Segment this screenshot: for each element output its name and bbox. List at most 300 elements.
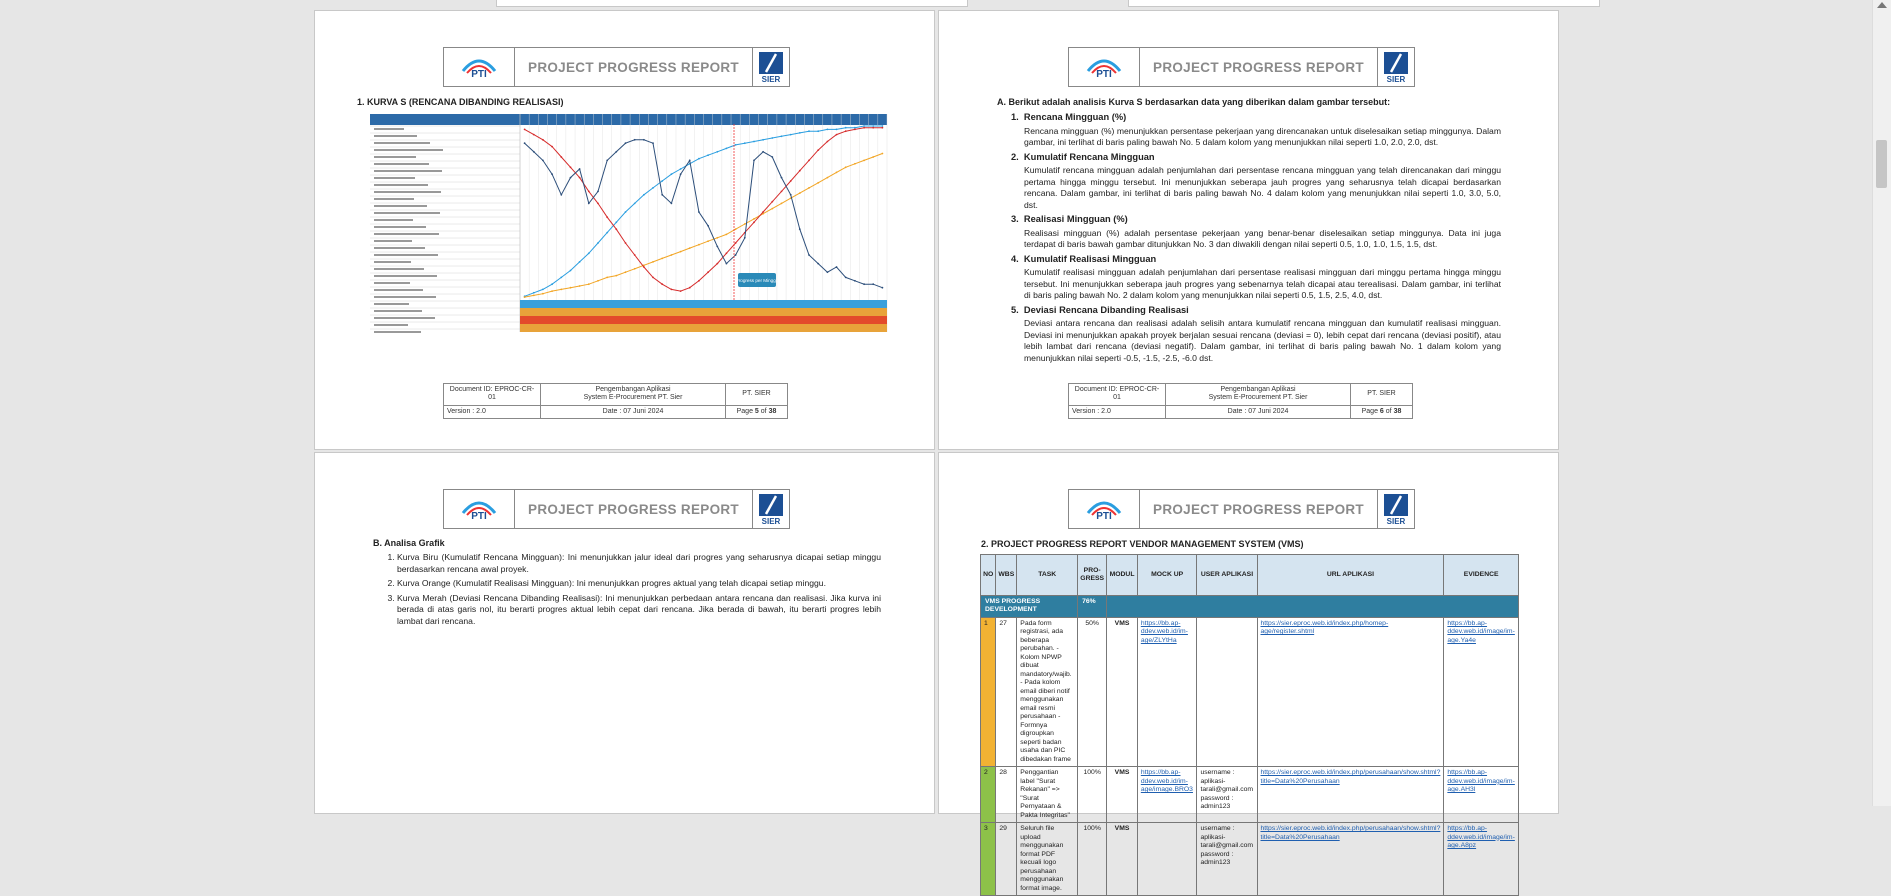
scroll-up-arrow[interactable] bbox=[1877, 2, 1887, 8]
series-point bbox=[863, 283, 865, 285]
cell-evidence bbox=[1444, 767, 1519, 823]
col-evidence: EVIDENCE bbox=[1444, 555, 1519, 596]
series-point bbox=[671, 254, 673, 256]
series-point bbox=[625, 271, 627, 273]
task-row-text bbox=[374, 233, 439, 235]
series-point bbox=[698, 244, 700, 246]
series-point bbox=[836, 129, 838, 131]
task-row-text bbox=[374, 135, 417, 137]
footer-app: Pengembangan Aplikasi System E-Procurement PT. Sier bbox=[1166, 384, 1351, 406]
table-row bbox=[981, 617, 1519, 766]
series-point bbox=[808, 130, 810, 132]
pti-logo bbox=[1069, 48, 1140, 86]
series-point bbox=[698, 211, 700, 213]
series-point bbox=[872, 125, 874, 127]
series-point bbox=[808, 187, 810, 189]
series-point bbox=[680, 290, 682, 292]
analysis-list bbox=[1011, 109, 1501, 367]
series-point bbox=[799, 132, 801, 134]
cell-modul: VMS bbox=[1107, 767, 1138, 823]
task-row-text bbox=[374, 226, 426, 228]
series-point bbox=[606, 277, 608, 279]
svg-text:PTI: PTI bbox=[471, 511, 487, 522]
series-point bbox=[533, 292, 535, 294]
series-point bbox=[643, 194, 645, 196]
series-point bbox=[533, 134, 535, 136]
cell-wbs: 28 bbox=[996, 767, 1017, 823]
cell-mockup bbox=[1137, 767, 1197, 823]
cell-url bbox=[1257, 823, 1444, 896]
series-point bbox=[753, 221, 755, 223]
series-point bbox=[744, 237, 746, 239]
series-point bbox=[588, 283, 590, 285]
series-point bbox=[524, 129, 526, 131]
series-point bbox=[579, 177, 581, 179]
cell-user bbox=[1197, 617, 1257, 766]
chart-header-band bbox=[370, 114, 887, 125]
footer-page: Page 5 of 38 bbox=[726, 405, 788, 418]
evidence-link[interactable]: https://bb.ap-ddev.web.id/image/im-age.AH3l bbox=[1447, 769, 1515, 794]
cell-wbs: 29 bbox=[996, 823, 1017, 896]
task-row-text bbox=[374, 331, 421, 333]
series-point bbox=[790, 194, 792, 196]
pti-logo bbox=[1069, 490, 1140, 528]
header-title: PROJECT PROGRESS REPORT bbox=[528, 59, 739, 75]
series-point bbox=[652, 142, 654, 144]
series-point bbox=[845, 277, 847, 279]
task-row-text bbox=[374, 170, 442, 172]
series-point bbox=[524, 296, 526, 298]
series-point bbox=[845, 127, 847, 129]
cell-url bbox=[1257, 617, 1444, 766]
graph-analysis-item: 3. Kurva Merah (Deviasi Rencana Dibanding Realisasi): Ini menunjukkan perbedaan antara rencana dan realisasi. Jika kurva ini berada di atas garis nol, itu berarti progres aktual lebih cepat dari rencana. Jika berada di bawah, itu berarti progres lebih lambat dari rencana. bbox=[397, 593, 881, 628]
series-point bbox=[808, 160, 810, 162]
footer-company: PT. SIER bbox=[726, 384, 788, 406]
series-point bbox=[771, 156, 773, 158]
series-point bbox=[781, 191, 783, 193]
series-point bbox=[560, 194, 562, 196]
report-footer bbox=[1068, 383, 1413, 419]
series-point bbox=[597, 203, 599, 205]
cell-url bbox=[1257, 767, 1444, 823]
cell-modul: VMS bbox=[1107, 823, 1138, 896]
section-title: 2. PROJECT PROGRESS REPORT VENDOR MANAGEMENT SYSTEM (VMS) bbox=[981, 539, 1304, 549]
series-point bbox=[845, 130, 847, 132]
series-point bbox=[707, 154, 709, 156]
series-point bbox=[863, 160, 865, 162]
series-point bbox=[625, 242, 627, 244]
task-row-text bbox=[374, 212, 440, 214]
series-point bbox=[799, 228, 801, 230]
series-point bbox=[615, 228, 617, 230]
series-point bbox=[606, 160, 608, 162]
series-point bbox=[661, 180, 663, 182]
series-point bbox=[716, 263, 718, 265]
evidence-link[interactable]: https://bb.ap-ddev.web.id/image/im-age.Ya4e bbox=[1447, 619, 1515, 644]
url-link[interactable]: https://sier.eproc.web.id/index.php/perusahaan/show.shtml?title=Data%20Perusahaan bbox=[1260, 769, 1441, 785]
svg-text:Progress per Minggu: Progress per Minggu bbox=[735, 278, 779, 283]
footer-version: Version : 2.0 bbox=[444, 405, 541, 418]
cell-evidence bbox=[1444, 617, 1519, 766]
task-row-text bbox=[374, 254, 438, 256]
task-row-text bbox=[374, 128, 404, 130]
summary-band-red bbox=[520, 316, 887, 324]
series-point bbox=[854, 280, 856, 282]
pti-logo bbox=[444, 48, 515, 86]
section-title: 1. KURVA S (RENCANA DIBANDING REALISASI) bbox=[357, 97, 564, 107]
series-point bbox=[542, 289, 544, 291]
group-progress: 76% bbox=[1078, 596, 1107, 618]
series-point bbox=[689, 160, 691, 162]
task-row-text bbox=[374, 191, 441, 193]
vertical-scrollbar[interactable] bbox=[1872, 0, 1891, 806]
series-point bbox=[882, 153, 884, 155]
graph-analysis-item: 1. Kurva Biru (Kumulatif Rencana Mingguan): Ini menunjukkan jalur ideal dari progres yang seharusnya dicapai setiap minggu berdasarkan rencana awal proyek. bbox=[397, 552, 881, 575]
series-point bbox=[735, 242, 737, 244]
footer-doc-id: Document ID: EPROC-CR-01 bbox=[444, 384, 541, 406]
series-point bbox=[634, 254, 636, 256]
task-row-text bbox=[374, 142, 430, 144]
url-link[interactable]: https://sier.eproc.web.id/index.php/perusahaan/show.shtml?title=Data%20Perusahaan bbox=[1260, 825, 1441, 841]
series-point bbox=[588, 252, 590, 254]
series-point bbox=[597, 280, 599, 282]
series-point bbox=[817, 182, 819, 184]
series-point bbox=[680, 173, 682, 175]
series-point bbox=[542, 139, 544, 141]
task-row-text bbox=[374, 296, 436, 298]
col-user: USER APLIKASI bbox=[1197, 555, 1257, 596]
cell-mockup bbox=[1137, 617, 1197, 766]
series-point bbox=[799, 192, 801, 194]
report-header bbox=[443, 489, 790, 529]
col-url: URL APLIKASI bbox=[1257, 555, 1444, 596]
cell-progress: 50% bbox=[1078, 617, 1107, 766]
page-8 bbox=[938, 452, 1559, 892]
series-point bbox=[680, 251, 682, 253]
series-point bbox=[854, 129, 856, 131]
cell-progress: 100% bbox=[1078, 767, 1107, 823]
col-modul: MODUL bbox=[1107, 555, 1138, 596]
series-point bbox=[726, 252, 728, 254]
report-footer bbox=[443, 383, 788, 419]
series-point bbox=[661, 283, 663, 285]
series-point bbox=[597, 242, 599, 244]
cell-no: 1 bbox=[981, 617, 996, 766]
task-row-text bbox=[374, 205, 427, 207]
series-point bbox=[570, 166, 572, 168]
series-point bbox=[533, 295, 535, 297]
series-point bbox=[524, 142, 526, 144]
series-point bbox=[570, 177, 572, 179]
series-point bbox=[625, 142, 627, 144]
analysis-item: 2. Kumulatif Rencana Mingguan Kumulatif rencana mingguan adalah penjumlahan dari persentase rencana mingguan yang telah direncanakan dari minggu pertama hingga minggu tersebut. Ini menunjukkan seberapa jauh progres yang seharusnya telah dicapai berdasarkan rencana. Dalam gambar, ini terlihat di baris paling bawah No. 4 dalam kolom yang menunjukkan nilai seperti 1.0, 3.0, 5.0, dst. bbox=[1011, 151, 1501, 210]
series-point bbox=[588, 191, 590, 193]
series-point bbox=[827, 129, 829, 131]
series-point bbox=[882, 287, 884, 289]
task-row-text bbox=[374, 310, 422, 312]
section-title: A. Berikut adalah analisis Kurva S berdasarkan data yang diberikan dalam gambar tersebut: bbox=[997, 97, 1391, 107]
col-wbs: WBS bbox=[996, 555, 1017, 596]
task-row-text bbox=[374, 324, 408, 326]
series-point bbox=[533, 151, 535, 153]
series-point bbox=[882, 125, 884, 127]
summary-band-blue bbox=[520, 300, 887, 308]
task-row-text bbox=[374, 219, 413, 221]
footer-page: Page 6 of 38 bbox=[1351, 405, 1413, 418]
table-row bbox=[981, 767, 1519, 823]
svg-text:SIER: SIER bbox=[761, 517, 781, 526]
series-point bbox=[781, 135, 783, 137]
page-6 bbox=[938, 10, 1559, 450]
page-7 bbox=[314, 452, 935, 814]
series-point bbox=[882, 127, 884, 129]
task-row-text bbox=[374, 268, 424, 270]
series-point bbox=[579, 168, 581, 170]
cell-evidence bbox=[1444, 823, 1519, 896]
task-row-text bbox=[374, 149, 443, 151]
series-point bbox=[836, 266, 838, 268]
section-title: B. Analisa Grafik bbox=[373, 538, 445, 548]
kurva-s-chart bbox=[370, 114, 887, 332]
task-row-text bbox=[374, 177, 415, 179]
series-point bbox=[588, 203, 590, 205]
series-point bbox=[643, 266, 645, 268]
series-point bbox=[551, 290, 553, 292]
series-point bbox=[671, 289, 673, 291]
series-point bbox=[707, 240, 709, 242]
series-point bbox=[817, 130, 819, 132]
svg-text:SIER: SIER bbox=[1386, 517, 1406, 526]
series-point bbox=[735, 144, 737, 146]
task-row-text bbox=[374, 247, 425, 249]
series-point bbox=[570, 287, 572, 289]
series-point bbox=[634, 268, 636, 270]
series-point bbox=[854, 127, 856, 129]
series-point bbox=[560, 277, 562, 279]
svg-text:SIER: SIER bbox=[761, 75, 781, 84]
series-point bbox=[606, 232, 608, 234]
series-point bbox=[836, 134, 838, 136]
series-point bbox=[689, 247, 691, 249]
series-point bbox=[671, 173, 673, 175]
col-mockup: MOCK UP bbox=[1137, 555, 1197, 596]
series-point bbox=[661, 194, 663, 196]
cell-no: 3 bbox=[981, 823, 996, 896]
series-point bbox=[781, 203, 783, 205]
cell-task: Penggantian label "Surat Rekanan" => "Surat Pernyataan & Pakta Integritas" bbox=[1017, 767, 1078, 823]
analysis-item: 4. Kumulatif Realisasi Mingguan Kumulatif realisasi mingguan adalah penjumlahan dari persentase realisasi mingguan dari minggu pertama hingga minggu tersebut. Ini menunjukkan seberapa jauh progres yang sebenarnya telah dicapai atau terealisasi. Dalam gambar, ini terlihat di baris paling bawah No. 2 dalam kolom yang menunjukkan nilai seperti 0.5, 1.5, 2.5, 4.0, dst. bbox=[1011, 253, 1501, 300]
series-point bbox=[661, 258, 663, 260]
series-point bbox=[726, 234, 728, 236]
series-point bbox=[744, 223, 746, 225]
series-point bbox=[827, 271, 829, 273]
series-point bbox=[716, 246, 718, 248]
col-no: NO bbox=[981, 555, 996, 596]
cell-mockup bbox=[1137, 823, 1197, 896]
analysis-item: 3. Realisasi Mingguan (%) Realisasi mingguan (%) adalah persentase pekerjaan yang benar-benar diselesaikan setiap minggunya. Data ini juga terdapat di baris bawah gambar ditunjukkan No. 3 dan diwakili dengan nilai seperti 0.5, 1.0, 1.0, 1.5, 1.5, dst. bbox=[1011, 214, 1501, 249]
analysis-item: 1. Rencana Mingguan (%) Rencana mingguan (%) menunjukkan persentase pekerjaan yang direncanakan untuk diselesaikan setiap minggunya. Dalam gambar, ini terlihat di baris paling bawah No. 5 dalam kolom yang menunjukkan nilai seperti 1.0, 2.0, 2.0, dst. bbox=[1011, 112, 1501, 147]
series-point bbox=[771, 201, 773, 203]
url-link[interactable]: https://sier.eproc.web.id/index.php/homep-age/register.shtml bbox=[1260, 619, 1389, 636]
series-point bbox=[863, 127, 865, 129]
task-row-text bbox=[374, 303, 409, 305]
cell-task: Seluruh file upload menggunakan format PDF kecuali logo perusahaan menggunakan format image. bbox=[1017, 823, 1078, 896]
series-point bbox=[726, 148, 728, 150]
pti-logo bbox=[444, 490, 515, 528]
series-point bbox=[863, 125, 865, 127]
svg-text:PTI: PTI bbox=[471, 69, 487, 80]
series-point bbox=[817, 149, 819, 151]
series-point bbox=[762, 211, 764, 213]
series-point bbox=[753, 218, 755, 220]
series-point bbox=[854, 163, 856, 165]
table-row bbox=[981, 823, 1519, 896]
task-row-text bbox=[374, 317, 435, 319]
series-point bbox=[707, 225, 709, 227]
series-point bbox=[799, 170, 801, 172]
series-point bbox=[872, 127, 874, 129]
mockup-link[interactable]: https://bb.ap-ddev.web.id/im-age/image.BRO3 bbox=[1140, 769, 1193, 794]
series-point bbox=[762, 151, 764, 153]
footer-app: Pengembangan Aplikasi System E-Procurement PT. Sier bbox=[541, 384, 726, 406]
sier-logo bbox=[1377, 490, 1414, 528]
series-point bbox=[698, 158, 700, 160]
series-point bbox=[652, 187, 654, 189]
series-point bbox=[781, 177, 783, 179]
series-point bbox=[845, 166, 847, 168]
cell-progress: 100% bbox=[1078, 823, 1107, 896]
series-point bbox=[652, 277, 654, 279]
series-point bbox=[707, 271, 709, 273]
series-point bbox=[836, 172, 838, 174]
series-point bbox=[817, 263, 819, 265]
previous-page-edge bbox=[496, 0, 968, 7]
series-point bbox=[615, 221, 617, 223]
group-row bbox=[981, 596, 1519, 618]
header-title: PROJECT PROGRESS REPORT bbox=[1153, 59, 1364, 75]
header-title: PROJECT PROGRESS REPORT bbox=[528, 501, 739, 517]
cell-modul: VMS bbox=[1107, 617, 1138, 766]
series-point bbox=[753, 141, 755, 143]
series-point bbox=[872, 156, 874, 158]
sier-logo bbox=[752, 490, 789, 528]
series-point bbox=[827, 177, 829, 179]
series-point bbox=[680, 168, 682, 170]
series-point bbox=[735, 254, 737, 256]
series-point bbox=[579, 261, 581, 263]
series-point bbox=[579, 285, 581, 287]
series-point bbox=[735, 228, 737, 230]
series-point bbox=[551, 283, 553, 285]
series-point bbox=[671, 203, 673, 205]
cell-no: 2 bbox=[981, 767, 996, 823]
task-row-text bbox=[374, 184, 428, 186]
series-point bbox=[560, 289, 562, 291]
mockup-link[interactable]: https://bb.ap-ddev.web.id/im-age/ZLYtHa bbox=[1140, 619, 1188, 644]
report-header bbox=[443, 47, 790, 87]
footer-version: Version : 2.0 bbox=[1069, 405, 1166, 418]
series-point bbox=[762, 139, 764, 141]
series-point bbox=[726, 263, 728, 265]
series-point bbox=[606, 216, 608, 218]
series-point bbox=[872, 283, 874, 285]
series-point bbox=[542, 160, 544, 162]
series-point bbox=[716, 151, 718, 153]
series-point bbox=[698, 280, 700, 282]
cell-user: username : aplikasi-tarali@gmail.com password : admin123 bbox=[1197, 823, 1257, 896]
previous-page-edge-right bbox=[1128, 0, 1600, 7]
sier-logo bbox=[1377, 48, 1414, 86]
page-5 bbox=[314, 10, 935, 450]
series-point bbox=[551, 146, 553, 148]
series-point bbox=[716, 237, 718, 239]
cell-wbs: 27 bbox=[996, 617, 1017, 766]
task-row-text bbox=[374, 198, 414, 200]
series-point bbox=[634, 203, 636, 205]
report-header bbox=[1068, 489, 1415, 529]
task-row-text bbox=[374, 282, 410, 284]
header-title: PROJECT PROGRESS REPORT bbox=[1153, 501, 1364, 517]
task-row-text bbox=[374, 156, 416, 158]
analysis-item: 5. Deviasi Rencana Dibanding Realisasi Deviasi antara rencana dan realisasi adalah selisih antara kumulatif rencana mingguan dan kumulatif realisasi mingguan. Deviasi ini menunjukkan apakah proyek berjalan sesuai rencana (deviasi = 0), lebih cepat dari rencana (deviasi positif), atau lebih lambat dari rencana (deviasi negatif). Dalam gambar, ini terlihat di baris paling bawah No. 1 dalam kolom yang menunjukkan nilai seperti -0.5, -1.5, -2.5, -6.0 dst. bbox=[1011, 304, 1501, 363]
series-point bbox=[808, 254, 810, 256]
svg-text:SIER: SIER bbox=[1386, 75, 1406, 84]
series-point bbox=[790, 180, 792, 182]
scroll-thumb[interactable] bbox=[1876, 140, 1887, 188]
series-point bbox=[615, 275, 617, 277]
task-row-text bbox=[374, 275, 437, 277]
col-progress: PRO-GRESS bbox=[1078, 555, 1107, 596]
series-point bbox=[753, 160, 755, 162]
vms-progress-table bbox=[980, 554, 1519, 896]
series-point bbox=[570, 270, 572, 272]
group-label: VMS PROGRESS DEVELOPMENT bbox=[981, 596, 1078, 618]
task-row-text bbox=[374, 261, 411, 263]
series-point bbox=[634, 139, 636, 141]
task-row-text bbox=[374, 289, 423, 291]
report-header bbox=[1068, 47, 1415, 87]
series-point bbox=[597, 191, 599, 193]
series-point bbox=[625, 211, 627, 213]
series-point bbox=[771, 208, 773, 210]
task-row-text bbox=[374, 240, 412, 242]
series-point bbox=[771, 137, 773, 139]
week-grid bbox=[520, 114, 887, 332]
footer-company: PT. SIER bbox=[1351, 384, 1413, 406]
series-point bbox=[551, 173, 553, 175]
series-point bbox=[542, 293, 544, 295]
series-point bbox=[615, 151, 617, 153]
evidence-link[interactable]: https://bb.ap-ddev.web.id/image/im-age.A8pz bbox=[1447, 825, 1515, 850]
series-point bbox=[689, 287, 691, 289]
series-point bbox=[827, 141, 829, 143]
chart-callout bbox=[736, 273, 779, 287]
col-task: TASK bbox=[1017, 555, 1078, 596]
task-row-text bbox=[374, 163, 429, 165]
svg-text:PTI: PTI bbox=[1096, 69, 1112, 80]
sier-logo bbox=[752, 48, 789, 86]
series-point bbox=[790, 134, 792, 136]
footer-doc-id: Document ID: EPROC-CR-01 bbox=[1069, 384, 1166, 406]
series-point bbox=[652, 261, 654, 263]
table-header-row bbox=[981, 555, 1519, 596]
footer-date: Date : 07 Juni 2024 bbox=[541, 405, 726, 418]
series-point bbox=[643, 139, 645, 141]
series-point bbox=[560, 156, 562, 158]
footer-date: Date : 07 Juni 2024 bbox=[1166, 405, 1351, 418]
graph-analysis-item: 2. Kurva Orange (Kumulatif Realisasi Mingguan): Ini menunjukkan progres aktual yang telah dicapai setiap minggu. bbox=[397, 578, 881, 590]
cell-user: username : aplikasi-tarali@gmail.com password : admin123 bbox=[1197, 767, 1257, 823]
